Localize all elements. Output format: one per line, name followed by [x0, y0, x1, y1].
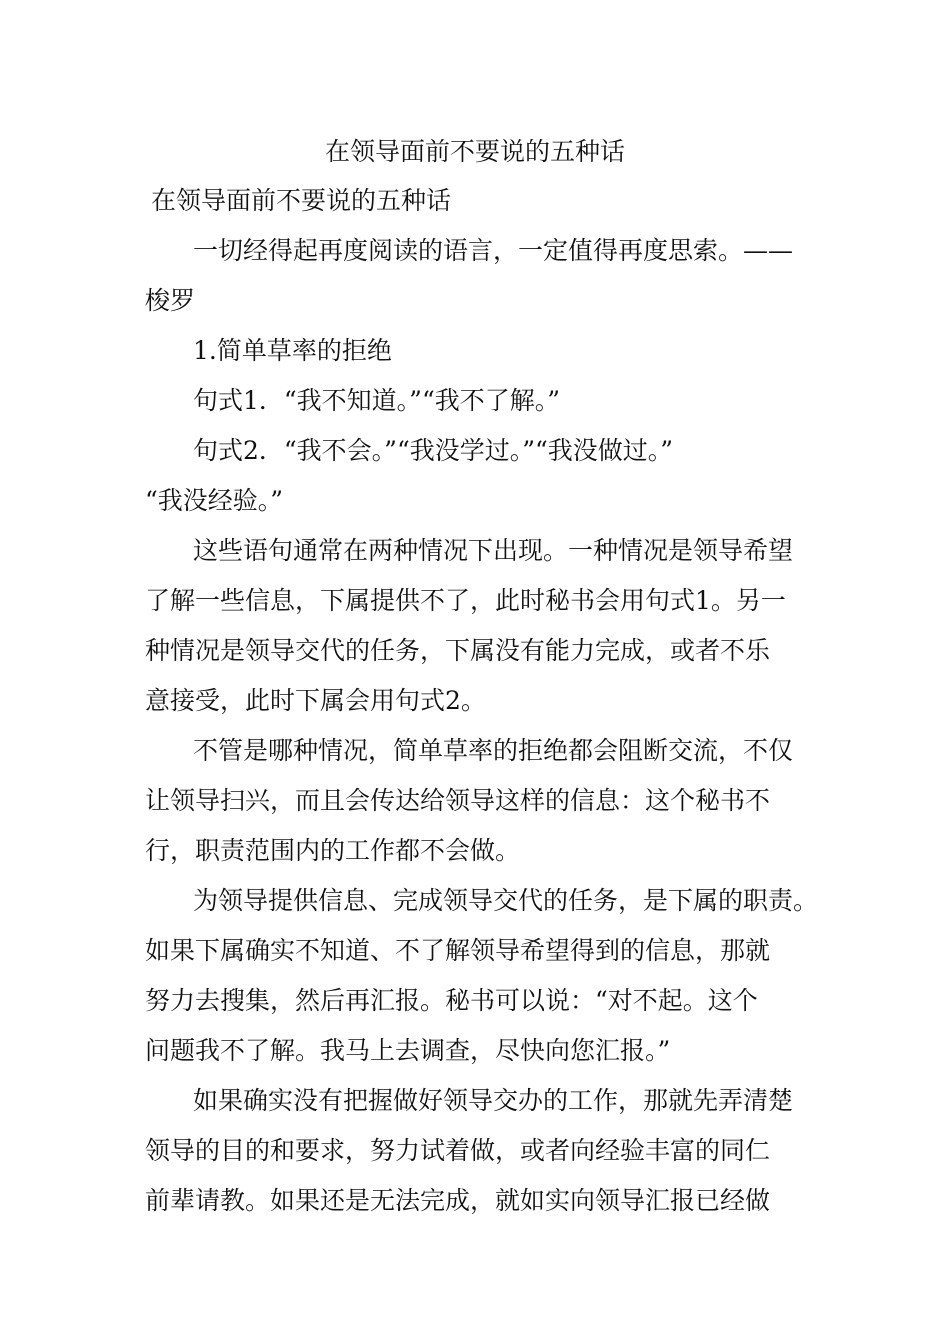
text-line: 句式1．“我不知道。”“我不了解。” — [193, 386, 561, 415]
text-line: 前辈请教。如果还是无法完成，就如实向领导汇报已经做 — [145, 1186, 771, 1215]
document-title: 在领导面前不要说的五种话 — [324, 137, 625, 166]
text-line: 不管是哪种情况，简单草率的拒绝都会阻断交流，不仅 — [193, 736, 794, 765]
quote-author-line: 梭罗 — [145, 286, 196, 315]
text-line: 了解一些信息，下属提供不了，此时秘书会用句式1。另一 — [145, 586, 786, 615]
text-line: “我没经验。” — [145, 486, 284, 515]
text-line: 如果下属确实不知道、不了解领导希望得到的信息，那就 — [145, 936, 771, 965]
text-line: 种情况是领导交代的任务，下属没有能力完成，或者不乐 — [145, 636, 771, 665]
text-line: 为领导提供信息、完成领导交代的任务，是下属的职责。 — [193, 886, 819, 915]
text-line: 这些语句通常在两种情况下出现。一种情况是领导希望 — [193, 536, 794, 565]
text-line: 问题我不了解。我马上去调查，尽快向您汇报。” — [145, 1036, 671, 1065]
text-line: 让领导扫兴，而且会传达给领导这样的信息：这个秘书不 — [145, 786, 771, 815]
subtitle-line: 在领导面前不要说的五种话 — [151, 186, 452, 215]
text-line: 努力去搜集，然后再汇报。秘书可以说：“对不起。这个 — [145, 986, 758, 1015]
text-line: 行，职责范围内的工作都不会做。 — [145, 836, 521, 865]
text-line: 句式2．“我不会。”“我没学过。”“我没做过。” — [193, 436, 674, 465]
quote-line: 一切经得起再度阅读的语言，一定值得再度思索。—— — [193, 236, 794, 265]
text-line: 意接受，此时下属会用句式2。 — [145, 686, 486, 715]
text-line: 如果确实没有把握做好领导交办的工作，那就先弄清楚 — [193, 1086, 794, 1115]
text-line: 领导的目的和要求，努力试着做，或者向经验丰富的同仁 — [145, 1136, 771, 1165]
section-heading: 1.简单草率的拒绝 — [193, 336, 392, 365]
